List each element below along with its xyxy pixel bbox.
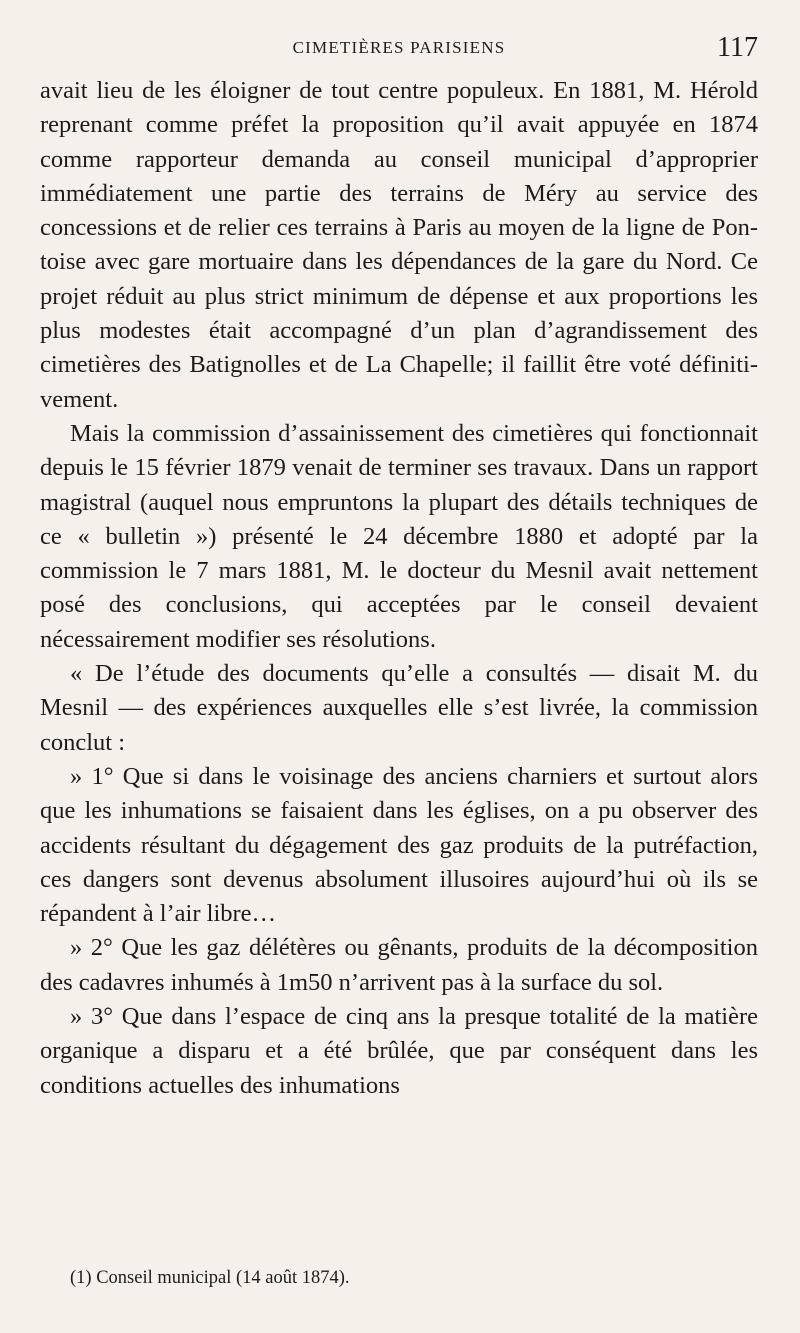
- running-head: [40, 28, 758, 68]
- body-text: [40, 74, 758, 1103]
- paragraph-quote-intro: « De l’étude des documents qu’elle a consultés — disait M. du Mesnil — des expériences auxquelles elle s’est livrée, la commission conclut :: [40, 660, 758, 756]
- paragraph-conclusion-3: » 3° Que dans l’espace de cinq ans la presque totalité de la matière organique a disparu et a été brûlée, que par conséquent dans les conditions actuelles des inhumations: [40, 1003, 758, 1099]
- paragraph-commission: Mais la commission d’assainissement des cimetières qui fonctionnait depuis le 15 février 1879 venait de terminer ses travaux. Dans un rapport magistral (auquel nous empruntons la plupart des détails techniques de ce « bulletin ») présenté le 24 décembre 1880 et adopté par la commission le 7 mars 1881, M. le docteur du Mesnil avait nettement posé des conclusions, qui acceptées par le conseil devaient nécessairement modifier ses résolutions.: [40, 419, 758, 653]
- paragraph-continuation: avait lieu de les éloigner de tout centre populeux. En 1881, M. Hérold reprenant comme préfet la proposition qu’il avait appuyée en 1874 comme rapporteur demanda au conseil municipal d’approprier immédiatement une partie des terrains de Méry au service des concessions et de relier ces terrains à Paris au moyen de la ligne de Pontoise avec gare mortuaire dans les dépendances de la gare du Nord. Ce projet réduit au plus strict minimum de dépense et aux proportions les plus modestes était accompagné d’un plan d’agrandissement des cimetières des Batignolles et de La Chapelle; il faillit être voté définitivement.: [40, 77, 758, 413]
- running-title: CIMETIÈRES PARISIENS: [292, 38, 506, 57]
- paragraph-conclusion-1: » 1° Que si dans le voisinage des anciens charniers et surtout alors que les inhumations se faisaient dans les églises, on a pu observer des accidents résultant du dégagement des gaz produits de la putréfaction, ces dangers sont devenus absolument illusoires aujourd’hui où ils se répandent à l’air libre…: [40, 762, 758, 928]
- paragraph-conclusion-2: » 2° Que les gaz délétères ou gênants, produits de la décomposition des cadavres inhumés à 1m50 n’arrivent pas à la surface du sol.: [40, 934, 758, 996]
- page-number: 117: [717, 32, 758, 63]
- footnote: (1) Conseil municipal (14 août 1874).: [70, 1268, 350, 1288]
